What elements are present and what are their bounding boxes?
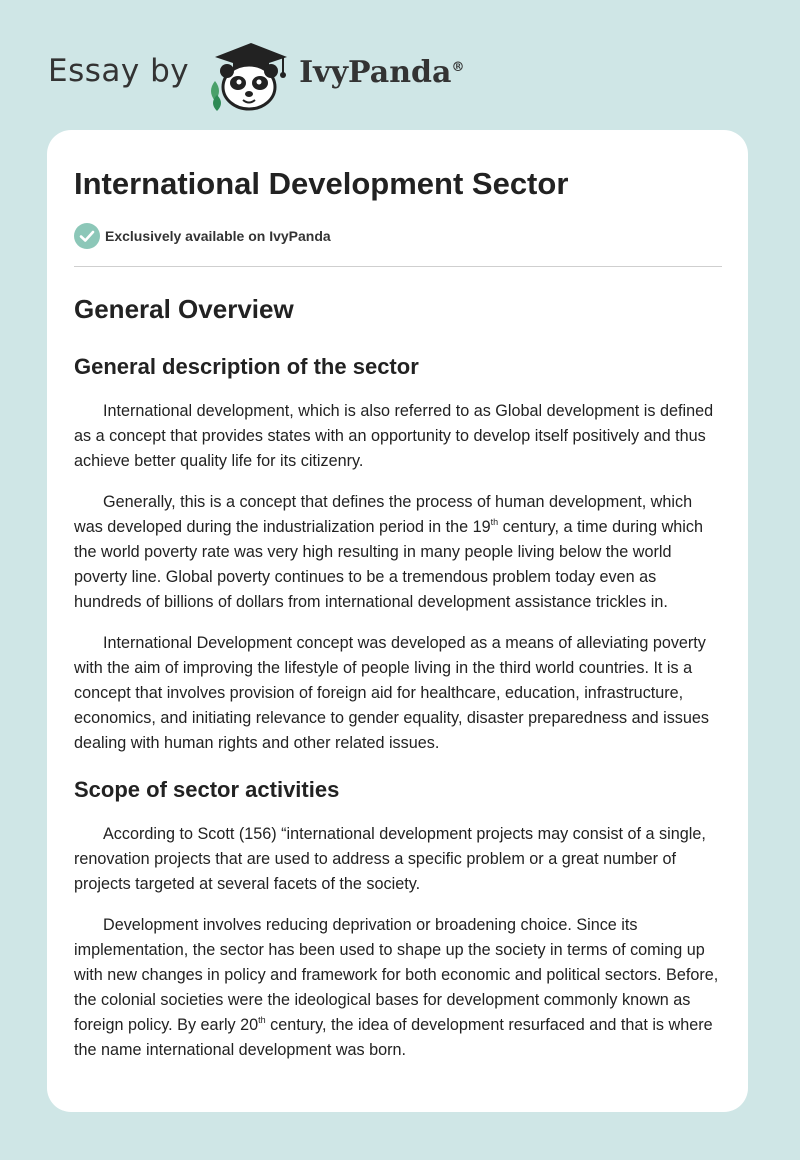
subsection-heading: Scope of sector activities (74, 777, 340, 802)
ordinal-suffix: th (258, 1015, 266, 1025)
check-circle-icon (74, 223, 100, 249)
badge-text: Exclusively available on IvyPanda (105, 228, 331, 244)
paragraph (74, 490, 722, 615)
essay-title: International Development Sector (74, 166, 569, 201)
paragraph-text: Generally, this is a concept that defines the process of human development, which was developed during the industrialization period in the 19 (74, 493, 693, 536)
exclusive-badge (74, 222, 722, 250)
paragraph: According to Scott (156) “international development projects may consist of a single, renovation projects that are used to address a specific problem or a great number of projects targeted at several facets of the society. (74, 825, 706, 893)
paragraph-text: Development involves reducing deprivation or broadening choice. Since its implementation, the sector has been used to shape up the society in terms of coming up with new changes in policy and framework for both economic and political sectors. Before, the colonial societies were the ideological bases for development commonly known as foreign policy. By early 20 (74, 916, 719, 1034)
paragraph-text: century, the idea of development resurfaced and that is where the name international development was born. (74, 1016, 713, 1059)
paragraph-text: century, a time during which the world poverty rate was very high resulting in many people living below the world poverty line. Global poverty continues to be a tremendous problem today even as hundreds of billions of dollars from international development assistance trickles in. (74, 518, 704, 611)
section-heading: General Overview (74, 294, 294, 324)
paragraph (74, 913, 722, 1063)
site-header (48, 34, 464, 114)
paragraph: International Development concept was developed as a means of alleviating poverty with the aim of improving the lifestyle of people living in the third world countries. It is a concept that involves provision of foreign aid for healthcare, education, infrastructure, economics, and initiating relevance to gender equality, disaster preparedness and issues dealing with human rights and other related issues. (74, 634, 709, 752)
paragraph: International development, which is also referred to as Global development is defined as a concept that provides states with an opportunity to develop itself positively and thus achieve better quality life for its citizenry. (74, 402, 714, 470)
ordinal-suffix: th (490, 517, 499, 527)
divider (74, 266, 722, 267)
brand-name[interactable] (299, 55, 464, 90)
panda-logo-icon[interactable] (205, 35, 291, 113)
registered-mark: ® (451, 59, 465, 75)
essay-card (47, 130, 748, 1112)
essay-by-label: Essay by (48, 53, 190, 89)
subsection-heading: General description of the sector (74, 354, 419, 379)
brand-text[interactable]: IvyPanda (299, 54, 452, 90)
